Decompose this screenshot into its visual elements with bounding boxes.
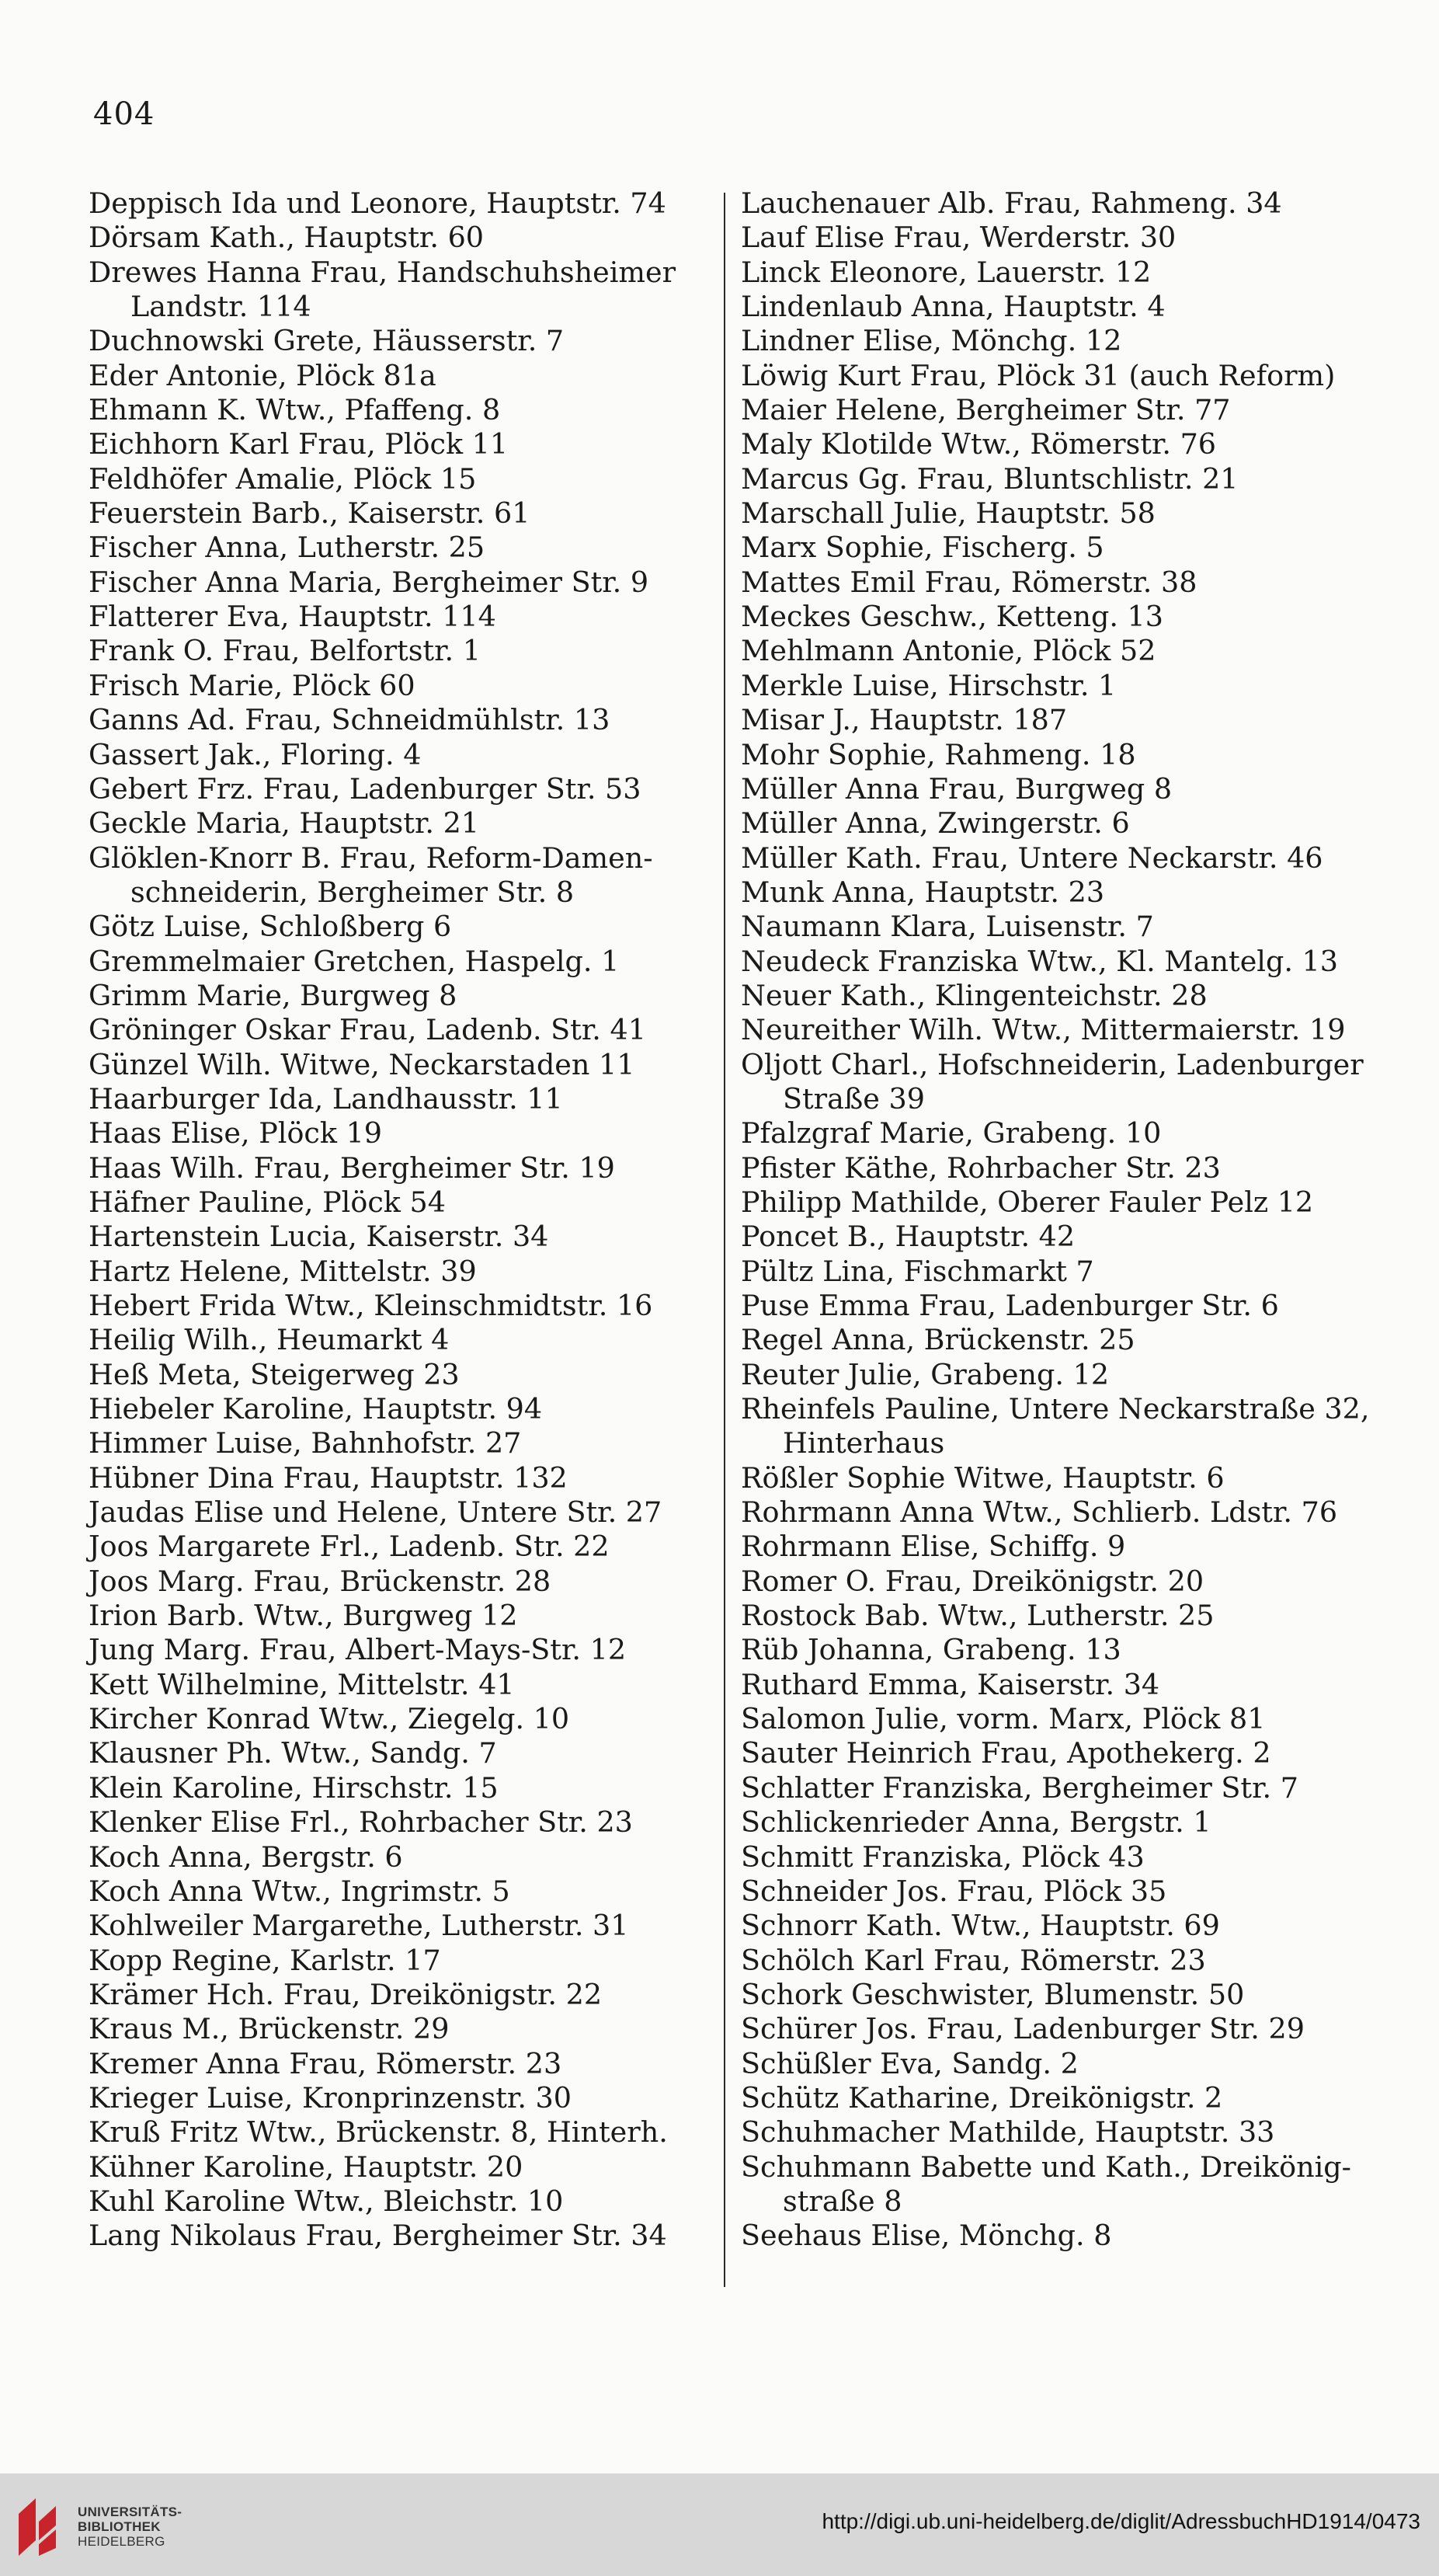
directory-entry: Marx Sophie, Fischerg. 5 [741, 531, 1104, 565]
directory-entry: Eder Antonie, Plöck 81a [89, 358, 436, 392]
directory-entry: Lang Nikolaus Frau, Bergheimer Str. 34 [89, 2219, 667, 2253]
logo-line: HEIDELBERG [78, 2534, 165, 2549]
directory-entry: Haas Elise, Plöck 19 [89, 1116, 383, 1150]
directory-entry: Joos Marg. Frau, Brückenstr. 28 [89, 1564, 551, 1598]
directory-entry: Hiebeler Karoline, Hauptstr. 94 [89, 1392, 543, 1426]
directory-entry: Kircher Konrad Wtw., Ziegelg. 10 [89, 1702, 570, 1736]
directory-entry: Frank O. Frau, Belfortstr. 1 [89, 634, 481, 668]
directory-entry: Pfister Käthe, Rohrbacher Str. 23 [741, 1150, 1221, 1185]
directory-entry: Pültz Lina, Fischmarkt 7 [741, 1254, 1094, 1288]
directory-entry: Krämer Hch. Frau, Dreikönigstr. 22 [89, 1977, 603, 2011]
directory-entry: Müller Anna, Zwingerstr. 6 [741, 806, 1130, 841]
directory-entry: Schmitt Franziska, Plöck 43 [741, 1840, 1145, 1874]
directory-entry: Neudeck Franziska Wtw., Kl. Mantelg. 13 [741, 944, 1338, 978]
page-number: 404 [93, 96, 155, 132]
directory-entry: Gassert Jak., Floring. 4 [89, 737, 422, 771]
directory-entry: Drewes Hanna Frau, Handschuhsheimer [89, 255, 676, 289]
directory-entry: Gebert Frz. Frau, Ladenburger Str. 53 [89, 771, 641, 806]
directory-entry: Koch Anna Wtw., Ingrimstr. 5 [89, 1874, 510, 1908]
directory-entry: Götz Luise, Schloßberg 6 [89, 910, 452, 944]
directory-entry: Fischer Anna Maria, Bergheimer Str. 9 [89, 565, 649, 599]
directory-entry: Misar J., Hauptstr. 187 [741, 703, 1068, 737]
directory-entry: Heß Meta, Steigerweg 23 [89, 1357, 460, 1391]
library-logo-text [78, 2505, 182, 2549]
directory-entry: Linck Eleonore, Lauerstr. 12 [741, 255, 1152, 289]
directory-entry: Rostock Bab. Wtw., Lutherstr. 25 [741, 1599, 1215, 1633]
directory-entry: Munk Anna, Hauptstr. 23 [741, 875, 1105, 909]
directory-entry: Haas Wilh. Frau, Bergheimer Str. 19 [89, 1150, 615, 1185]
directory-entry: Joos Margarete Frl., Ladenb. Str. 22 [89, 1530, 610, 1564]
directory-entry: Eichhorn Karl Frau, Plöck 11 [89, 427, 509, 461]
directory-entry: Marschall Julie, Hauptstr. 58 [741, 496, 1156, 531]
directory-entry: Mattes Emil Frau, Römerstr. 38 [741, 565, 1197, 599]
directory-entry: Feldhöfer Amalie, Plöck 15 [89, 461, 477, 496]
directory-entry: Schlickenrieder Anna, Bergstr. 1 [741, 1805, 1211, 1840]
directory-entry: Kraus M., Brückenstr. 29 [89, 2012, 450, 2046]
directory-entry: Fischer Anna, Lutherstr. 25 [89, 531, 485, 565]
directory-entry: Maier Helene, Bergheimer Str. 77 [741, 393, 1231, 427]
directory-entry: Hebert Frida Wtw., Kleinschmidtstr. 16 [89, 1289, 653, 1322]
directory-entry: Hartz Helene, Mittelstr. 39 [89, 1254, 477, 1288]
directory-entry: Schürer Jos. Frau, Ladenburger Str. 29 [741, 2012, 1305, 2046]
directory-entry: Kuhl Karoline Wtw., Bleichstr. 10 [89, 2184, 564, 2218]
directory-entry: Lindenlaub Anna, Hauptstr. 4 [741, 290, 1166, 324]
directory-entry: Löwig Kurt Frau, Plöck 31 (auch Reform) [741, 358, 1336, 392]
directory-entry: Kett Wilhelmine, Mittelstr. 41 [89, 1667, 515, 1701]
directory-entry: Klein Karoline, Hirschstr. 15 [89, 1770, 499, 1805]
directory-entry: Meckes Geschw., Ketteng. 13 [741, 600, 1163, 634]
directory-entry: Hübner Dina Frau, Hauptstr. 132 [89, 1460, 568, 1495]
directory-entry: Schuhmacher Mathilde, Hauptstr. 33 [741, 2115, 1275, 2150]
directory-entry: Kruß Fritz Wtw., Brückenstr. 8, Hinterh. [89, 2115, 668, 2150]
directory-entry: Günzel Wilh. Witwe, Neckarstaden 11 [89, 1047, 635, 1081]
directory-entry: Jaudas Elise und Helene, Untere Str. 27 [89, 1495, 662, 1530]
viewer-footer [0, 2473, 1439, 2576]
directory-entry: Naumann Klara, Luisenstr. 7 [741, 910, 1154, 944]
directory-entry: Flatterer Eva, Hauptstr. 114 [89, 600, 496, 634]
directory-entry: Himmer Luise, Bahnhofstr. 27 [89, 1426, 522, 1460]
directory-entry: Hartenstein Lucia, Kaiserstr. 34 [89, 1220, 549, 1254]
directory-entry: Regel Anna, Brückenstr. 25 [741, 1323, 1135, 1357]
directory-entry: Lindner Elise, Mönchg. 12 [741, 324, 1122, 358]
directory-entry: Heilig Wilh., Heumarkt 4 [89, 1323, 450, 1357]
directory-entry: Kühner Karoline, Hauptstr. 20 [89, 2150, 523, 2184]
directory-entry: Ruthard Emma, Kaiserstr. 34 [741, 1667, 1160, 1701]
directory-entry: Kremer Anna Frau, Römerstr. 23 [89, 2046, 562, 2080]
directory-entry: Müller Kath. Frau, Untere Neckarstr. 46 [741, 841, 1323, 875]
directory-entry: Lauchenauer Alb. Frau, Rahmeng. 34 [741, 186, 1282, 220]
directory-entry: Koch Anna, Bergstr. 6 [89, 1840, 403, 1874]
directory-entry: Klausner Ph. Wtw., Sandg. 7 [89, 1736, 497, 1770]
directory-entry: Glöklen-Knorr B. Frau, Reform-Damen- [89, 841, 653, 875]
directory-column-right [741, 186, 1370, 2254]
directory-entry: Neuer Kath., Klingenteichstr. 28 [741, 978, 1208, 1012]
directory-entry: Oljott Charl., Hofschneiderin, Ladenburger [741, 1047, 1364, 1081]
directory-entry: Klenker Elise Frl., Rohrbacher Str. 23 [89, 1805, 633, 1840]
directory-entry: Neureither Wilh. Wtw., Mittermaierstr. 19 [741, 1013, 1346, 1047]
logo-line: UNIVERSITÄTS- [78, 2505, 182, 2519]
directory-entry: Schork Geschwister, Blumenstr. 50 [741, 1977, 1245, 2011]
library-seal-icon [12, 2491, 67, 2562]
directory-entry: Rößler Sophie Witwe, Hauptstr. 6 [741, 1460, 1225, 1495]
permalink-url[interactable]: http://digi.ub.uni-heidelberg.de/diglit/AdressbuchHD1914/0473 [822, 2509, 1420, 2533]
directory-entry: Rheinfels Pauline, Untere Neckarstraße 32, [741, 1392, 1370, 1426]
directory-entry: Gremmelmaier Gretchen, Haspelg. 1 [89, 944, 620, 978]
directory-entry: Rüb Johanna, Grabeng. 13 [741, 1633, 1121, 1667]
directory-entry: Grimm Marie, Burgweg 8 [89, 978, 457, 1012]
directory-entry: Müller Anna Frau, Burgweg 8 [741, 771, 1173, 806]
directory-entry: Merkle Luise, Hirschstr. 1 [741, 668, 1117, 702]
directory-entry: Kopp Regine, Karlstr. 17 [89, 1943, 441, 1977]
directory-entry: Schuhmann Babette und Kath., Dreikönig- [741, 2150, 1351, 2184]
directory-entry: Rohrmann Anna Wtw., Schlierb. Ldstr. 76 [741, 1495, 1338, 1530]
directory-entry: Reuter Julie, Grabeng. 12 [741, 1357, 1110, 1391]
column-divider [724, 193, 725, 2287]
directory-entry-continuation: Straße 39 [783, 1081, 925, 1116]
directory-entry: Krieger Luise, Kronprinzenstr. 30 [89, 2080, 572, 2115]
directory-entry-continuation: Hinterhaus [783, 1426, 945, 1460]
directory-entry: Jung Marg. Frau, Albert-Mays-Str. 12 [89, 1633, 627, 1667]
directory-entry: Ehmann K. Wtw., Pfaffeng. 8 [89, 393, 501, 427]
directory-entry: Seehaus Elise, Mönchg. 8 [741, 2219, 1112, 2253]
directory-entry: Rohrmann Elise, Schiffg. 9 [741, 1530, 1126, 1564]
directory-entry: Puse Emma Frau, Ladenburger Str. 6 [741, 1289, 1279, 1322]
directory-entry: Geckle Maria, Hauptstr. 21 [89, 806, 480, 841]
directory-entry: Dörsam Kath., Hauptstr. 60 [89, 221, 485, 255]
directory-entry: Duchnowski Grete, Häusserstr. 7 [89, 324, 565, 358]
directory-entry: Schüßler Eva, Sandg. 2 [741, 2046, 1079, 2080]
directory-entry: Schölch Karl Frau, Römerstr. 23 [741, 1943, 1206, 1977]
directory-entry: Gröninger Oskar Frau, Ladenb. Str. 41 [89, 1013, 646, 1047]
directory-entry: Schnorr Kath. Wtw., Hauptstr. 69 [741, 1909, 1220, 1943]
directory-entry: Lauf Elise Frau, Werderstr. 30 [741, 221, 1177, 255]
directory-entry-continuation: Landstr. 114 [130, 290, 311, 324]
directory-entry: Sauter Heinrich Frau, Apothekerg. 2 [741, 1736, 1271, 1770]
directory-entry: Schütz Katharine, Dreikönigstr. 2 [741, 2080, 1223, 2115]
directory-entry: Pfalzgraf Marie, Grabeng. 10 [741, 1116, 1162, 1150]
directory-entry: Romer O. Frau, Dreikönigstr. 20 [741, 1564, 1204, 1598]
directory-entry: Schneider Jos. Frau, Plöck 35 [741, 1874, 1167, 1908]
directory-entry: Schlatter Franziska, Bergheimer Str. 7 [741, 1770, 1298, 1805]
directory-entry: Ganns Ad. Frau, Schneidmühlstr. 13 [89, 703, 610, 737]
directory-entry: Mehlmann Antonie, Plöck 52 [741, 634, 1156, 668]
directory-entry-continuation: straße 8 [783, 2184, 902, 2218]
directory-entry: Philipp Mathilde, Oberer Fauler Pelz 12 [741, 1185, 1314, 1219]
directory-entry: Haarburger Ida, Landhausstr. 11 [89, 1081, 563, 1116]
directory-entry-continuation: schneiderin, Bergheimer Str. 8 [130, 875, 575, 909]
logo-line: BIBLIOTHEK [78, 2519, 161, 2534]
directory-entry: Irion Barb. Wtw., Burgweg 12 [89, 1599, 518, 1633]
directory-entry: Deppisch Ida und Leonore, Hauptstr. 74 [89, 186, 666, 220]
directory-entry: Salomon Julie, vorm. Marx, Plöck 81 [741, 1702, 1266, 1736]
directory-entry: Maly Klotilde Wtw., Römerstr. 76 [741, 427, 1217, 461]
directory-entry: Feuerstein Barb., Kaiserstr. 61 [89, 496, 530, 531]
directory-column-left [89, 186, 711, 2254]
directory-entry: Kohlweiler Margarethe, Lutherstr. 31 [89, 1909, 629, 1943]
directory-entry: Marcus Gg. Frau, Bluntschlistr. 21 [741, 461, 1239, 496]
directory-entry: Häfner Pauline, Plöck 54 [89, 1185, 446, 1219]
directory-entry: Frisch Marie, Plöck 60 [89, 668, 415, 702]
directory-entry: Mohr Sophie, Rahmeng. 18 [741, 737, 1136, 771]
directory-entry: Poncet B., Hauptstr. 42 [741, 1220, 1076, 1254]
